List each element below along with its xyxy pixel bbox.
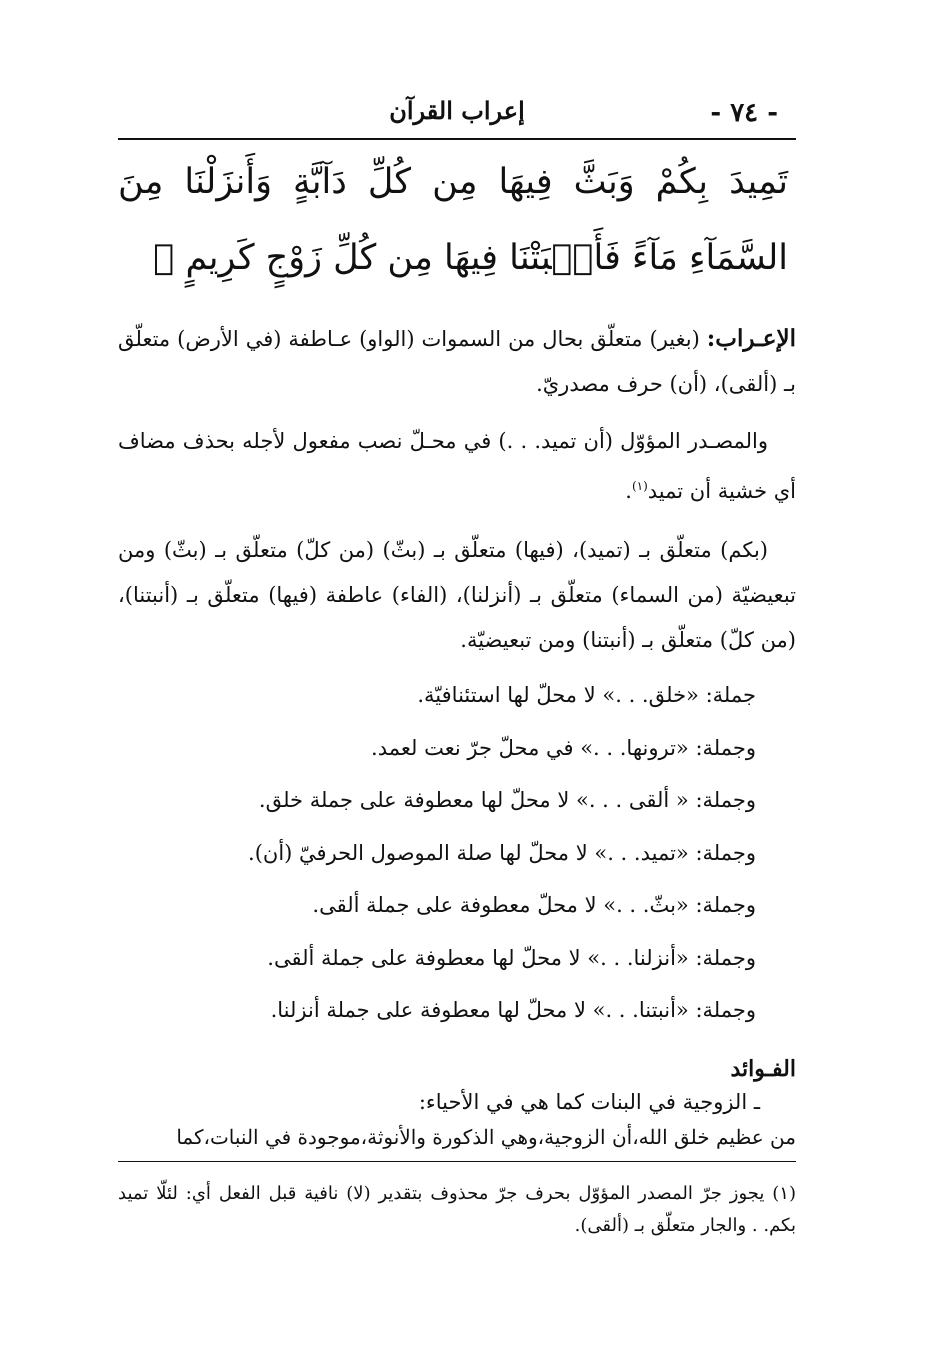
- quran-verse: تَمِيدَ بِكُمْ وَبَثَّ فِيهَا مِن كُلِّ دَآبَّةٍ وَأَنزَلْنَا مِنَ السَّمَآءِ مَآءً فَأَنۢبَتْنَا فِيهَا مِن كُلِّ زَوْجٍ كَرِيمٍ ﴾: [118, 162, 788, 278]
- footnote: (١) يجوز جرّ المصدر المؤوّل بحرف جرّ محذوف بتقدير (لا) نافية قبل الفعل أي: لئلّا تميد بكم. . والجار متعلّق بـ (ألقى).: [118, 1182, 796, 1236]
- sentence-analysis-item: وجملة: «أنزلنا. . .» لا محلّ لها معطوفة على جملة ألقى.: [267, 945, 756, 970]
- irab-paragraph: [118, 316, 796, 407]
- book-page: [118, 80, 796, 1242]
- page-number: - ٧٤ -: [710, 98, 778, 128]
- sentence-analysis-item: جملة: «خلق. . .» لا محلّ لها استئنافيّة.: [417, 683, 756, 707]
- page-header: [118, 80, 796, 138]
- masdar-text: والمصـدر المؤوّل (أن تميد. . .) في محـلّ نصب مفعول لأجله بحذف مضاف أي خشية أن تميد: [118, 429, 796, 503]
- sentence-analysis-list: [118, 669, 796, 1037]
- taalluq-paragraph: (بكم) متعلّق بـ (تميد)، (فيها) متعلّق بـ (بثّ) (من كلّ) متعلّق بـ (بثّ) ومن تبعيضيّة (من السماء) متعلّق بـ (أنزلنا)، (الفاء) عاطفة (فيها) متعلّق بـ (أنبتنا)، (من كلّ) متعلّق بـ (أنبتنا) ومن تبعيضيّة.: [118, 538, 796, 652]
- masdar-paragraph: [118, 419, 796, 514]
- irab-label: الإعـراب: [715, 325, 796, 352]
- irab-colon: :: [706, 325, 716, 352]
- benefits-heading: الفـوائد: [730, 1055, 796, 1082]
- sentence-analysis-item: وجملة: « ألقى . . .» لا محلّ لها معطوفة على جملة خلق.: [258, 788, 756, 812]
- sentence-analysis-item: وجملة: «تميد. . .» لا محلّ لها صلة الموصول الحرفيّ (أن).: [248, 840, 756, 865]
- header-rule: [118, 138, 796, 140]
- running-title: إعراب القرآن: [389, 96, 525, 125]
- sentence-analysis-item: وجملة: «بثّ. . .» لا محلّ معطوفة على جملة ألقى.: [312, 893, 756, 917]
- footnote-marker: (١): [631, 479, 648, 493]
- sentence-analysis-item: وجملة: «ترونها. . .» في محلّ جرّ نعت لعمد.: [371, 735, 756, 760]
- irab-text: (بغير) متعلّق بحال من السموات (الواو) عـاطفة (في الأرض) متعلّق بـ (ألقى)، (أن) حرف مصدريّ.: [118, 327, 796, 396]
- masdar-end: .: [625, 479, 632, 503]
- sentence-analysis-item: وجملة: «أنبتنا. . .» لا محلّ لها معطوفة على جملة أنزلنا.: [270, 998, 756, 1022]
- benefit-text: من عظيم خلق الله،أن الزوجية،وهي الذكورة والأنوثة،موجودة في النبات،كما: [118, 1119, 796, 1162]
- benefit-subheading: ـ الزوجية في البنات كما هي في الأحياء:: [418, 1089, 760, 1114]
